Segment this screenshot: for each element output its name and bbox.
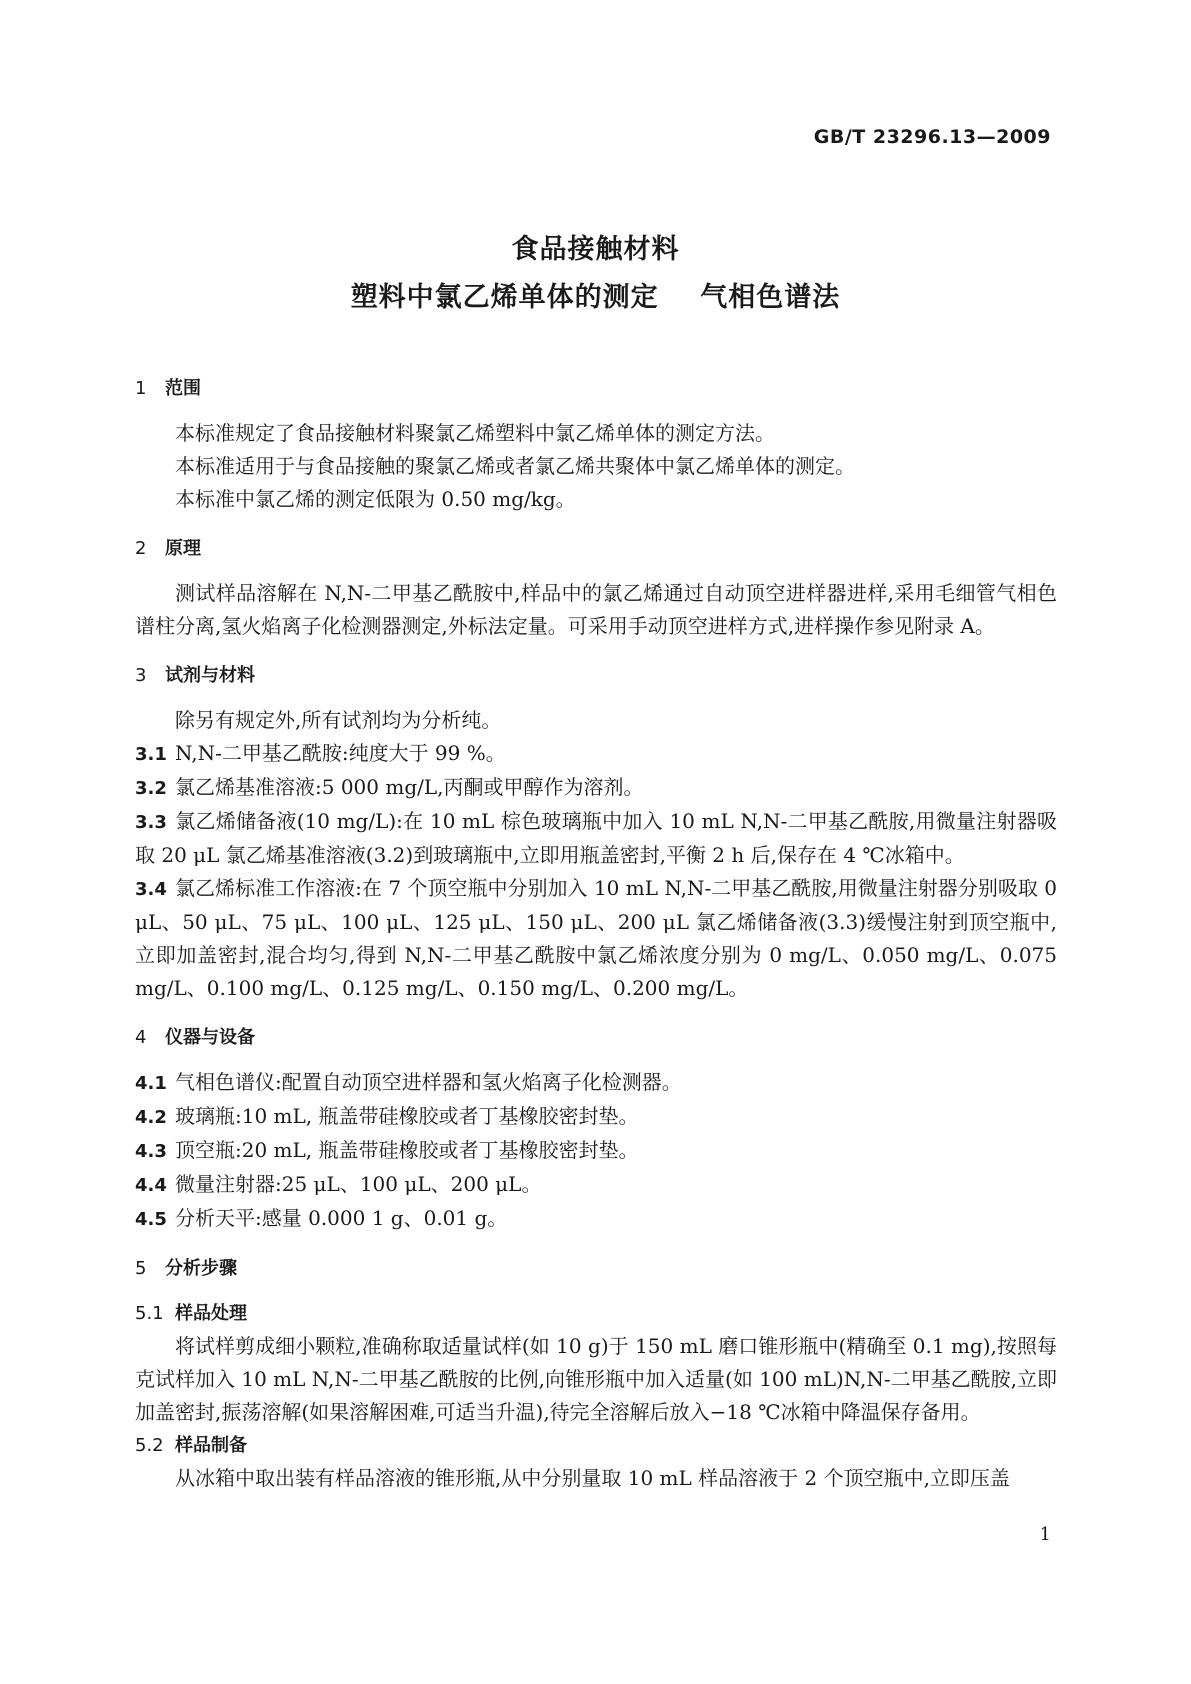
document-body <box>135 372 1057 1495</box>
list-item <box>135 737 1057 771</box>
item-text: 氯乙烯储备液(10 mg/L):在 10 mL 棕色玻璃瓶中加入 10 mL N,N-二甲基乙酰胺,用微量注射器吸取 20 μL 氯乙烯基准溶液(3.2)到玻璃瓶中,立即用瓶盖密封,平衡 2 h 后,保存在 4 ℃冰箱中。 <box>135 809 1057 867</box>
section-title: 分析步骤 <box>165 1258 237 1279</box>
list-item <box>135 1202 1057 1236</box>
subsection-number: 5.2 <box>135 1435 164 1456</box>
paragraph: 测试样品溶解在 N,N-二甲基乙酰胺中,样品中的氯乙烯通过自动顶空进样器进样,采用毛细管气相色谱柱分离,氢火焰离子化检测器测定,外标法定量。可采用手动顶空进样方式,进样操作参见附录 A。 <box>135 581 1057 638</box>
section-title: 范围 <box>165 378 201 399</box>
title-line-1: 食品接触材料 <box>511 234 680 265</box>
subsection-heading-sample-treatment <box>135 1297 1057 1330</box>
item-text: N,N-二甲基乙酰胺:纯度大于 99 %。 <box>175 741 506 765</box>
item-text: 氯乙烯基准溶液:5 000 mg/L,丙酮或甲醇作为溶剂。 <box>175 775 644 799</box>
item-text: 分析天平:感量 0.000 1 g、0.01 g。 <box>175 1206 508 1230</box>
item-number: 4.2 <box>135 1107 167 1128</box>
list-item <box>135 1100 1057 1134</box>
item-number: 3.3 <box>135 812 167 833</box>
section-title: 试剂与材料 <box>165 665 255 686</box>
section-heading-reagents <box>135 659 1057 692</box>
section-heading-apparatus <box>135 1021 1057 1054</box>
section-number: 4 <box>135 1027 147 1048</box>
section-number: 2 <box>135 538 147 559</box>
section-number: 1 <box>135 378 147 399</box>
item-number: 3.2 <box>135 778 167 799</box>
item-number: 3.4 <box>135 879 167 900</box>
item-text: 气相色谱仪:配置自动顶空进样器和氢火焰离子化检测器。 <box>175 1070 682 1094</box>
item-text: 氯乙烯标准工作溶液:在 7 个顶空瓶中分别加入 10 mL N,N-二甲基乙酰胺,用微量注射器分别吸取 0 μL、50 μL、75 μL、100 μL、125 μL、150 μL、200 μL 氯乙烯储备液(3.3)缓慢注射到顶空瓶中,立即加盖密封,混合均匀,得到 N,N-二甲基乙酰胺中氯乙烯浓度分别为 0 mg/L、0.050 mg/L、0.075 mg/L、0.100 mg/L、0.125 mg/L、0.150 mg/L、0.200 mg/L。 <box>135 876 1057 1000</box>
paragraph: 本标准中氯乙烯的测定低限为 0.50 mg/kg。 <box>175 487 576 511</box>
paragraph: 本标准适用于与食品接触的聚氯乙烯或者氯乙烯共聚体中氯乙烯单体的测定。 <box>175 454 855 478</box>
title-line-2: 塑料中氯乙烯单体的测定 气相色谱法 <box>350 282 841 313</box>
list-item <box>135 1168 1057 1202</box>
section-title: 仪器与设备 <box>165 1027 255 1048</box>
list-item <box>135 1066 1057 1100</box>
section-title: 原理 <box>165 538 201 559</box>
item-number: 4.5 <box>135 1209 167 1230</box>
item-text: 玻璃瓶:10 mL, 瓶盖带硅橡胶或者丁基橡胶密封垫。 <box>175 1104 639 1128</box>
item-number: 3.1 <box>135 744 167 765</box>
item-number: 4.4 <box>135 1175 167 1196</box>
page-number: 1 <box>1039 1524 1051 1545</box>
paragraph: 从冰箱中取出装有样品溶液的锥形瓶,从中分别量取 10 mL 样品溶液于 2 个顶空瓶中,立即压盖 <box>175 1466 1010 1490</box>
list-item <box>135 771 1057 805</box>
subsection-heading-sample-preparation <box>135 1429 1057 1462</box>
document-title <box>0 226 1191 322</box>
section-heading-scope <box>135 372 1057 405</box>
section-number: 5 <box>135 1258 147 1279</box>
item-text: 微量注射器:25 μL、100 μL、200 μL。 <box>175 1172 542 1196</box>
subsection-title: 样品处理 <box>175 1303 247 1324</box>
section-heading-principle <box>135 532 1057 565</box>
subsection-title: 样品制备 <box>175 1435 247 1456</box>
section-number: 3 <box>135 665 147 686</box>
list-item <box>135 805 1057 872</box>
item-number: 4.3 <box>135 1141 167 1162</box>
list-item <box>135 1134 1057 1168</box>
section-heading-procedure <box>135 1252 1057 1285</box>
standard-code: GB/T 23296.13—2009 <box>813 126 1051 148</box>
paragraph: 除另有规定外,所有试剂均为分析纯。 <box>175 708 502 732</box>
paragraph: 本标准规定了食品接触材料聚氯乙烯塑料中氯乙烯单体的测定方法。 <box>175 421 775 445</box>
subsection-number: 5.1 <box>135 1303 164 1324</box>
item-text: 顶空瓶:20 mL, 瓶盖带硅橡胶或者丁基橡胶密封垫。 <box>175 1138 639 1162</box>
paragraph: 将试样剪成细小颗粒,准确称取适量试样(如 10 g)于 150 mL 磨口锥形瓶中(精确至 0.1 mg),按照每克试样加入 10 mL N,N-二甲基乙酰胺的比例,向锥形瓶中加入适量(如 100 mL)N,N-二甲基乙酰胺,立即加盖密封,振荡溶解(如果溶解困难,可适当升温),待完全溶解后放入−18 ℃冰箱中降温保存备用。 <box>135 1334 1057 1424</box>
list-item <box>135 872 1057 1005</box>
item-number: 4.1 <box>135 1073 167 1094</box>
